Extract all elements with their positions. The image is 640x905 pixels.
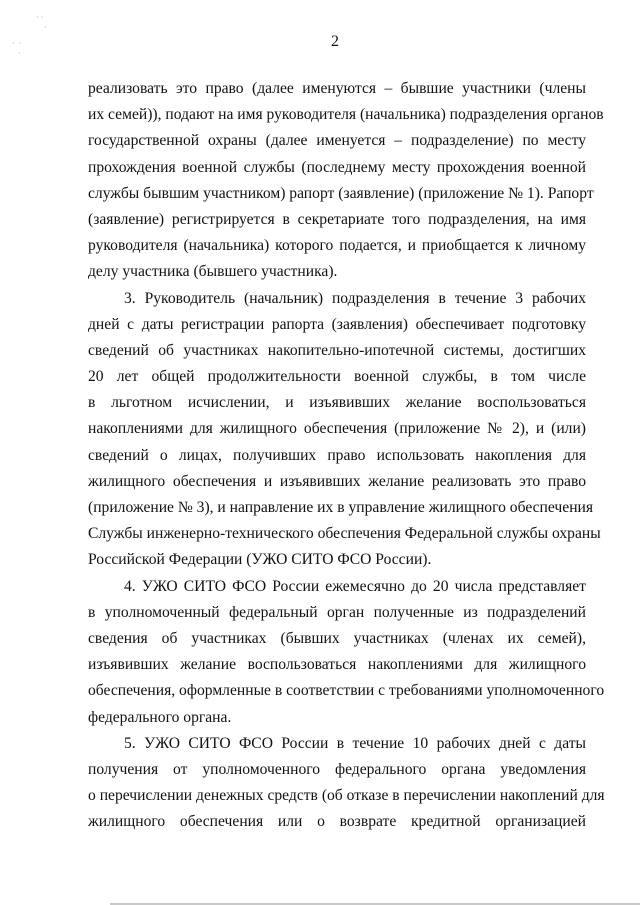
paragraph-4 [88, 574, 605, 731]
text-line: их семей)), подают на имя руководителя (начальника) подразделения органов [88, 106, 604, 124]
text-line: 5. УЖО СИТО ФСО России в течение 10 рабочих дней с даты [124, 734, 586, 752]
paragraph-3 [88, 286, 601, 574]
text-line: в уполномоченный федеральный орган полученные из подразделений [88, 603, 586, 621]
paragraph-5 [88, 731, 605, 836]
text-line: Службы инженерно-технического обеспечения Федеральной службы охраны [88, 525, 601, 543]
scan-artifact: · · [36, 13, 44, 22]
text-line: реализовать это право (далее именуются – бывшие участники (члены [88, 80, 586, 97]
text-line: сведения об участниках (бывших участниках (членах их семей), [88, 629, 586, 647]
document-body [88, 76, 605, 835]
scan-artifact: · [18, 49, 21, 58]
text-line: службы бывшим участником) рапорт (заявление) (приложение № 1). Рапорт [88, 184, 594, 202]
text-line: обеспечения, оформленные в соответствии с требованиями уполномоченного [88, 682, 605, 700]
text-line: о перечислении денежных средств (об отказе в перечислении накоплений для [88, 787, 605, 805]
text-line: 20 лет общей продолжительности военной службы, в том числе [88, 368, 586, 386]
text-line: делу участника (бывшего участника). [88, 263, 338, 281]
page-number: 2 [331, 33, 339, 50]
text-line: (заявление) регистрируется в секретариате того подразделения, на имя [88, 210, 586, 228]
text-line: сведений о лицах, получивших право использовать накопления для [88, 446, 586, 464]
text-line: прохождения военной службы (последнему месту прохождения военной [88, 158, 586, 176]
text-line: накоплениями для жилищного обеспечения (приложение № 2), и (или) [88, 420, 586, 438]
text-line: изъявивших желание воспользоваться накоплениями для жилищного [88, 656, 586, 674]
text-line: сведений об участниках накопительно-ипотечной системы, достигших [88, 341, 586, 359]
text-line: жилищного обеспечения или о возврате кредитной организацией [88, 813, 586, 831]
text-line: (приложение № 3), и направление их в управление жилищного обеспечения [88, 499, 594, 516]
text-line: государственной охраны (далее именуется – подразделение) по месту [88, 132, 586, 150]
text-line: жилищного обеспечения и изъявивших желание реализовать это право [88, 472, 586, 490]
scan-artifact: · [42, 23, 47, 32]
text-line: 4. УЖО СИТО ФСО России ежемесячно до 20 числа представляет [124, 577, 586, 595]
text-line: в льготном исчислении, и изъявивших желание воспользоваться [88, 394, 586, 412]
text-line: дней с даты регистрации рапорта (заявления) обеспечивает подготовку [88, 315, 586, 333]
text-line: федерального органа. [88, 708, 232, 726]
scan-artifact: · · [12, 39, 22, 48]
text-line: Российской Федерации (УЖО СИТО ФСО России). [88, 551, 432, 569]
text-line: руководителя (начальника) которого подается, и приобщается к личному [88, 237, 586, 255]
paragraph-continued [88, 76, 604, 286]
text-line: 3. Руководитель (начальник) подразделения в течение 3 рабочих [124, 289, 586, 307]
text-line: получения от уполномоченного федерального органа уведомления [88, 760, 586, 778]
